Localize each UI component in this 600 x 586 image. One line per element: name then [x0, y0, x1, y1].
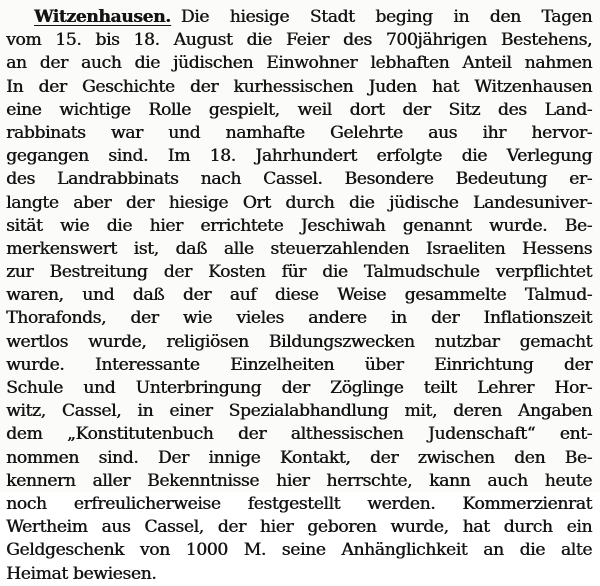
article-line: merkenswert ist, daß alle steuerzahlenden Israeliten Hessens: [6, 238, 592, 259]
article-line: nommen sind. Der innige Kontakt, der zwischen den Be-: [6, 447, 592, 468]
article-line: wertlos wurde, religiösen Bildungszwecken nutzbar gemacht: [6, 331, 592, 352]
article-line: noch erfreulicherweise festgestellt werden. Kommerzienrat: [6, 493, 592, 514]
article-line: Geldgeschenk von 1000 M. seine Anhänglichkeit an die alte: [6, 540, 592, 561]
article-line: waren, und daß der auf diese Weise gesammelte Talmud-: [6, 285, 592, 306]
article-line: [6, 6, 592, 29]
article-line: zur Bestreitung der Kosten für die Talmudschule verpflichtet: [6, 262, 592, 283]
article-line-text: Die hiesige Stadt beging in den Tagen: [180, 7, 592, 27]
article-line: kennern aller Bekenntnisse hier herrschte, kann auch heute: [6, 470, 592, 491]
article-line: Wertheim aus Cassel, der hier geboren wurde, hat durch ein: [6, 517, 592, 538]
article-line: Schule und Unterbringung der Zöglinge teilt Lehrer Hor-: [6, 378, 592, 398]
article-line: witz, Cassel, in einer Spezialabhandlung mit, deren Angaben: [6, 401, 592, 422]
article-heading: Witzenhausen.: [34, 7, 171, 27]
article-line: wurde. Interessante Einzelheiten über Einrichtung der: [6, 354, 592, 375]
article-line: rabbinats war und namhafte Gelehrte aus ihr hervor-: [6, 122, 592, 143]
article-line: vom 15. bis 18. August die Feier des 700jährigen Bestehens,: [6, 30, 592, 51]
article-line: In der Geschichte der kurhessischen Juden hat Witzenhausen: [6, 76, 592, 97]
article-line: an der auch die jüdischen Einwohner lebhaften Anteil nahmen: [6, 53, 592, 74]
article-line: sität wie die hier errichtete Jeschiwah genannt wurde. Be-: [6, 215, 592, 236]
article-line: langte aber der hiesige Ort durch die jüdische Landesuniver-: [6, 192, 592, 213]
article-column: [6, 6, 592, 586]
article-line: gegangen sind. Im 18. Jahrhundert erfolgte die Verlegung: [6, 146, 592, 167]
article-line: dem „Konstitutenbuch der althessischen Judenschaft“ ent-: [6, 424, 592, 445]
article-line: Thorafonds, der wie vieles andere in der Inflationszeit: [6, 308, 592, 329]
article-line: eine wichtige Rolle gespielt, weil dort der Sitz des Land-: [6, 99, 592, 120]
article-line: Heimat bewiesen.: [6, 563, 157, 584]
article-line: des Landrabbinats nach Cassel. Besondere Bedeutung er-: [6, 169, 592, 190]
